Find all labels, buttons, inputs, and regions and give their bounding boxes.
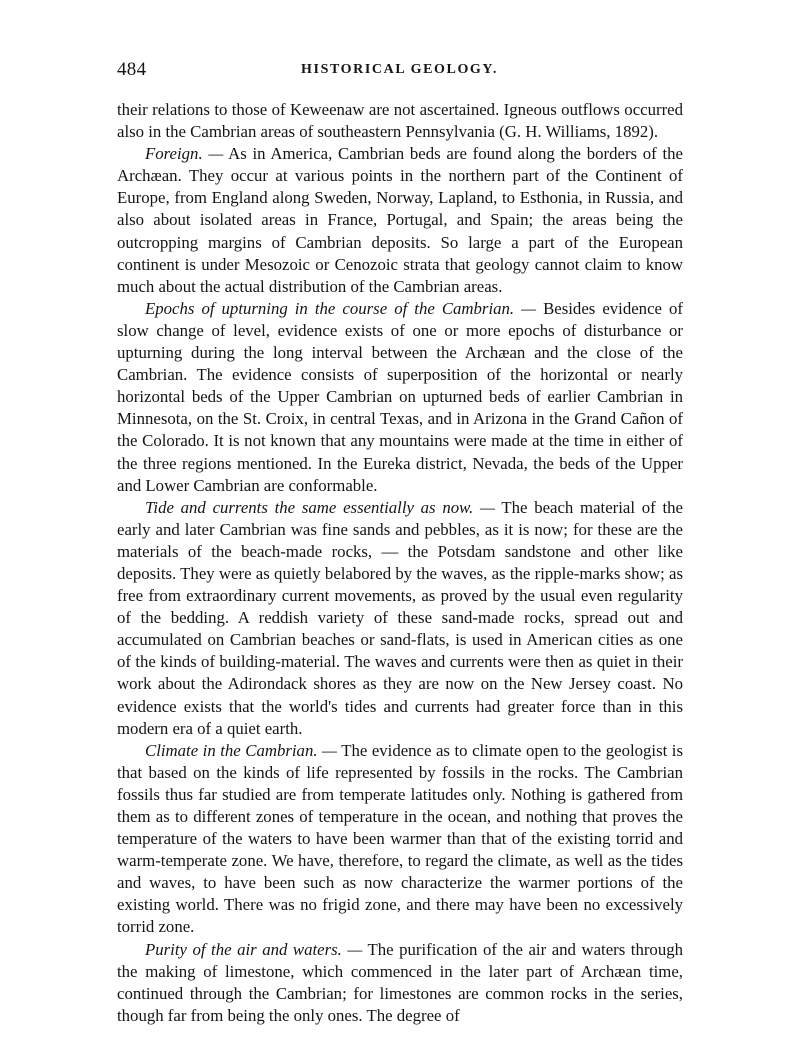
paragraph-heading: Epochs of upturning in the course of the Cambrian. — xyxy=(145,298,537,318)
paragraph-text: The purification of the air and waters through the making of limestone, which commenced in the later part of Archæan time, continued through the Cambrian; for limestones are common rocks in the series, though far from being the only ones. The degree of xyxy=(117,939,683,1025)
paragraph-foreign xyxy=(117,143,683,298)
paragraph-text: Besides evidence of slow change of level, evidence exists of one or more epochs of disturbance or upturning during the long interval between the Archæan and the close of the Cambrian. The evidence consists of superposition of the horizontal or nearly horizontal beds of the Upper Cambrian on upturned beds of earlier Cambrian in Minnesota, on the St. Croix, in central Texas, and in Arizona in the Grand Cañon of the Colorado. It is not known that any mountains were made at the time in either of the three regions mentioned. In the Eureka district, Nevada, the beds of the Upper and Lower Cambrian are conformable. xyxy=(117,298,683,495)
paragraph-climate xyxy=(117,740,683,939)
paragraph-text: The beach material of the early and later Cambrian was fine sands and pebbles, as it is now; for these are the materials of the beach-made rocks, — the Potsdam sandstone and other like deposits. They were as quietly belabored by the waves, as the ripple-marks show; as free from extraordinary current movements, as proved by the usual even regularity of the bedding. A reddish variety of these sand-made rocks, spread out and accumulated on Cambrian beaches or sand-flats, is used in American cities as one of the kinds of building-material. The waves and currents were then as quiet in their work about the Adirondack shores as they are now on the New Jersey coast. No evidence exists that the world's tides and currents had greater force than in this modern era of a quiet earth. xyxy=(117,497,683,738)
body-text xyxy=(117,99,683,1027)
page-header xyxy=(117,59,682,83)
paragraph-text: As in America, Cambrian beds are found along the borders of the Archæan. They occur at various points in the northern part of the Continent of Europe, from England along Sweden, Norway, Lapland, to Esthonia, in Russia, and also about isolated areas in France, Portugal, and Spain; the areas being the outcropping margins of Cambrian deposits. So large a part of the European continent is under Mesozoic or Cenozoic strata that geology cannot claim to know much about the actual distribution of the Cambrian areas. xyxy=(117,144,683,296)
paragraph-tide-and-currents xyxy=(117,497,683,740)
page-number: 484 xyxy=(117,59,147,80)
paragraph-text: their relations to those of Keweenaw are not ascertained. Igneous outflows occurred also in the Cambrian areas of southeastern Pennsylvania (G. H. Williams, 1892). xyxy=(117,100,683,142)
paragraph-heading: Foreign. — xyxy=(145,144,224,164)
paragraph-heading: Purity of the air and waters. — xyxy=(145,939,363,959)
running-head: HISTORICAL GEOLOGY. xyxy=(301,62,498,77)
paragraph-epochs-of-upturning xyxy=(117,298,683,497)
paragraph-heading: Tide and currents the same essentially as now. — xyxy=(145,497,495,517)
paragraph-text: The evidence as to climate open to the geologist is that based on the kinds of life represented by fossils in the rocks. The Cambrian fossils thus far studied are from temperate latitudes only. Nothing is gathered from them as to different zones of temperature in the ocean, and nothing that proves the temperature of the waters to have been warmer than that of the existing torrid and warm-temperate zone. We have, therefore, to regard the climate, as well as the tides and waves, to have been such as now characterize the warmer portions of the existing world. There was no frigid zone, and there may have been no excessively torrid zone. xyxy=(117,740,683,937)
paragraph-purity xyxy=(117,939,683,1027)
paragraph-heading: Climate in the Cambrian. — xyxy=(145,740,337,760)
paragraph-continuation xyxy=(117,99,683,143)
